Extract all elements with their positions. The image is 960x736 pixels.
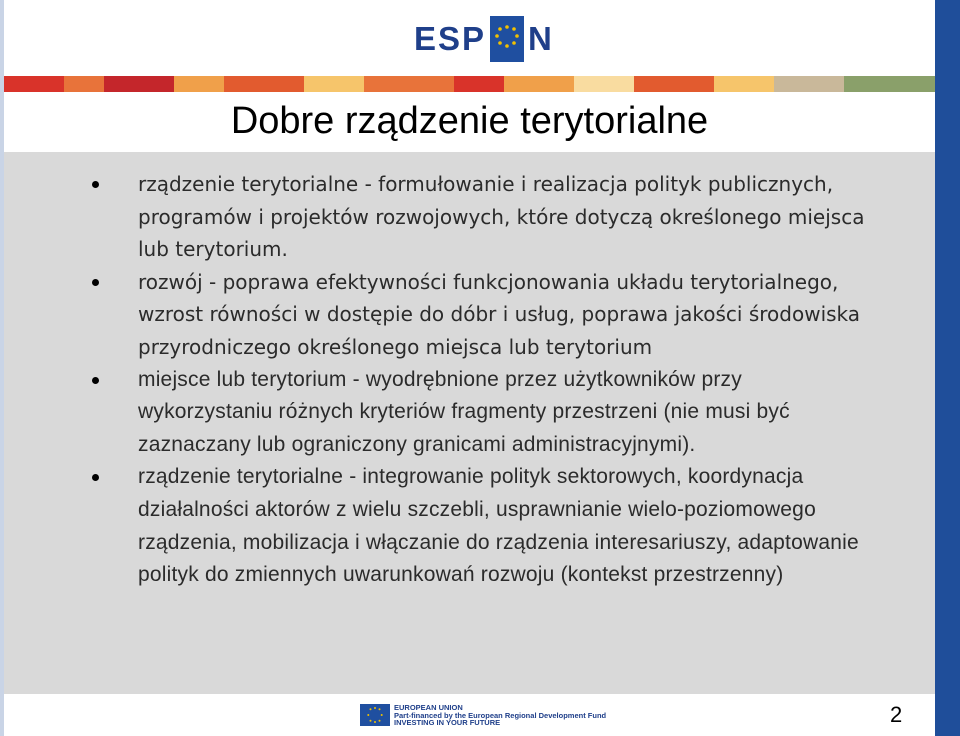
bullet-list <box>78 168 878 592</box>
list-item <box>78 461 878 591</box>
eu-line-1: EUROPEAN UNION <box>394 703 463 712</box>
bullet-text: miejsce lub terytorium - wyodrębnione przez użytkowników przy wykorzystaniu różnych kryteriów fragmenty przestrzeni (nie musi być zaznaczany lub ograniczony granicami administracyjnymi). <box>138 367 790 456</box>
bullet-text: rządzenie terytorialne - integrowanie polityk sektorowych, koordynacja działalności aktorów z wielu szczebli, usprawnianie wielo-poziomowego rządzenia, mobilizacja i włączanie do rządzenia interesariuszy, adaptowanie polityk do zmiennych uwarunkowań rozwoju (kontekst przestrzenny) <box>138 465 859 587</box>
eu-line-2: Part-financed by the European Regional Development Fund <box>394 710 607 720</box>
bullet-dot-icon <box>92 181 99 188</box>
bullet-dot-icon <box>92 474 99 481</box>
bullet-dot-icon <box>92 377 99 384</box>
bullet-text: rozwój - poprawa efektywności funkcjonowania układu terytorialnego, wzrost równości w dostępie do dóbr i usług, poprawa jakości środowiska przyrodniczego określonego miejsca lub terytorium <box>138 269 861 359</box>
map-decoration-strip <box>4 76 935 92</box>
eu-flag-icon <box>360 704 390 726</box>
list-item <box>78 266 878 364</box>
bullet-dot-icon <box>92 279 99 286</box>
logo-text-left: ESP <box>414 20 487 57</box>
list-item <box>78 364 878 462</box>
right-edge-band <box>935 0 960 736</box>
list-item <box>78 168 878 266</box>
espon-logo <box>414 16 554 62</box>
page-number: 2 <box>890 702 903 727</box>
bullet-text: rządzenie terytorialne - formułowanie i realizacja polityk publicznych, programów i projektów rozwojowych, które dotyczą określonego miejsca lub terytorium. <box>138 172 865 262</box>
eu-line-3: INVESTING IN YOUR FUTURE <box>394 718 501 728</box>
slide-title: Dobre rządzenie terytorialne <box>230 100 709 142</box>
logo-text-right: N <box>528 20 554 57</box>
eu-funding-note <box>394 704 634 727</box>
espon-emblem-icon <box>490 16 524 62</box>
